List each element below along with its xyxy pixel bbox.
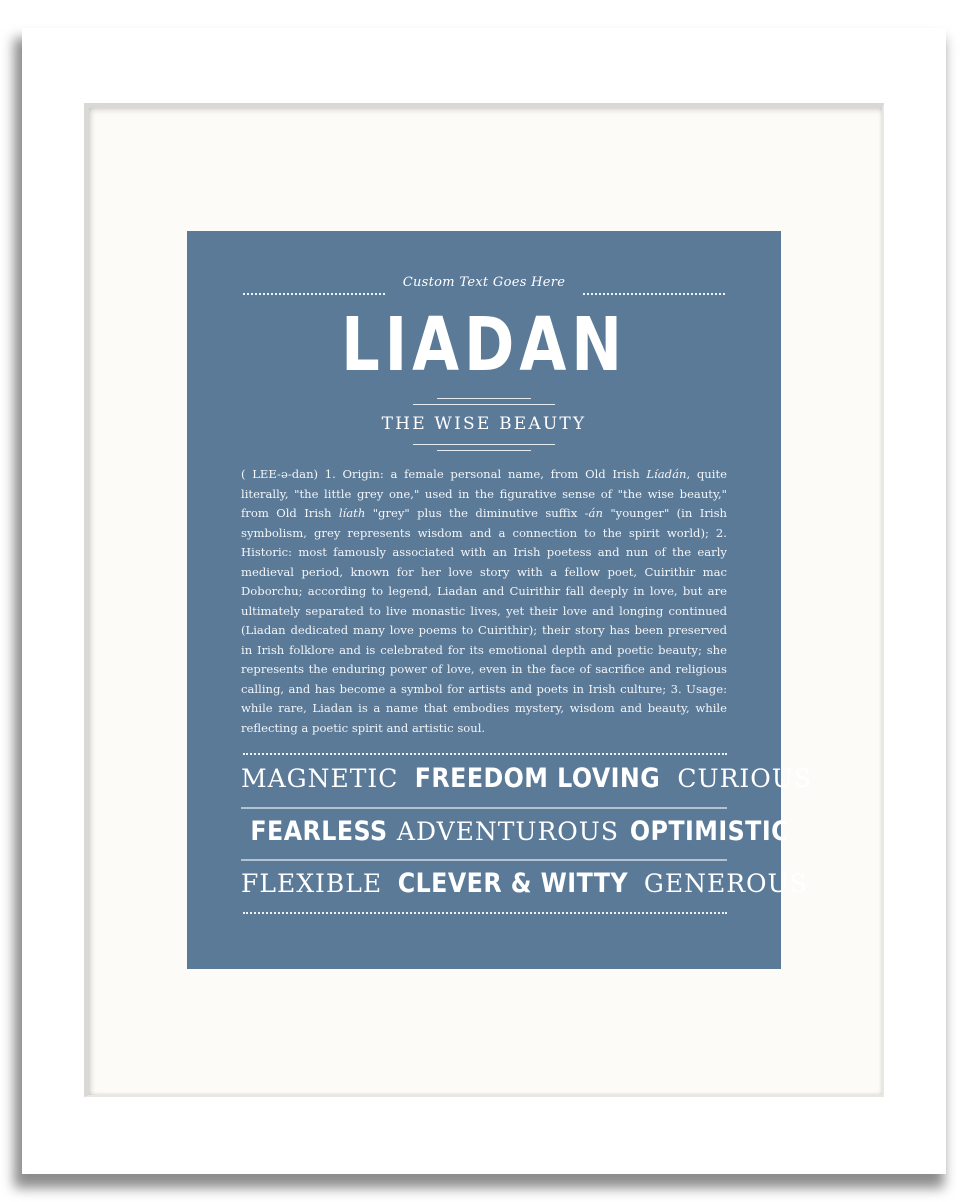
traits-bottom-dotted-rule	[243, 912, 727, 914]
definition-text-4: "younger" (in Irish symbolism, grey represents wisdom and a connection to the spirit world); 2. Historic: most famously associated with an Irish poetess and nun of the early medieval period, known for her love story with a fellow poet, Cuirithir mac Doborchu; according to legend, Liadan and Cuirithir fall deeply in love, but are ultimately separated to live monastic lives, yet their love and longing continued (Liadan dedicated many love poems to Cuirithir); their story has been preserved in Irish folklore and is celebrated for its emotional depth and poetic beauty; she represents the enduring power of love, even in the face of sacrifice and religious calling, and has become a symbol for artists and poets in Irish culture; 3. Usage: while rare, Liadan is a name that embodies mystery, wisdom and beauty, while reflecting a poetic spirit and artistic soul.	[241, 506, 727, 735]
trait-word: MAGNETIC	[241, 764, 399, 793]
meaning-rule-bottom-1	[413, 444, 555, 445]
top-left-dotted-rule	[243, 293, 385, 295]
meaning-rule-top-1	[437, 398, 531, 399]
trait-row-2	[241, 816, 790, 856]
trait-word-bold: FEARLESS	[250, 816, 388, 847]
definition-text-2: , quite literally, "the little grey one," used in the figurative sense of "the wise beauty," from Old Irish	[241, 467, 727, 520]
definition-text-3: "grey" plus the diminutive suffix	[365, 506, 585, 520]
trait-word-bold: CLEVER & WITTY	[397, 868, 629, 899]
traits-top-dotted-rule	[243, 753, 727, 755]
top-right-dotted-rule	[583, 293, 725, 295]
trait-separator	[241, 859, 727, 861]
definition-text-1: ( LEE-ə-dan) 1. Origin: a female personal name, from Old Irish	[241, 467, 647, 481]
trait-row-1	[241, 763, 812, 803]
name-title: LIADAN	[341, 302, 627, 388]
custom-text: Custom Text Goes Here	[402, 275, 566, 290]
trait-word: FLEXIBLE	[241, 869, 383, 898]
trait-word: ADVENTUROUS	[396, 817, 620, 846]
definition-word-an: -án	[584, 506, 603, 520]
definition-word-liadan: Líadán	[646, 467, 687, 481]
trait-row-3	[241, 868, 808, 908]
name-meaning: THE WISE BEAUTY	[381, 414, 587, 434]
trait-word-bold: FREEDOM LOVING	[415, 763, 661, 794]
trait-word-bold: OPTIMISTIC	[629, 816, 790, 847]
meaning-rule-top-2	[413, 404, 555, 405]
name-definition	[241, 465, 727, 738]
trait-word: CURIOUS	[677, 764, 812, 793]
definition-word-liath: líath	[338, 506, 366, 520]
trait-word: GENEROUS	[643, 869, 808, 898]
name-print	[187, 231, 812, 969]
trait-separator	[241, 807, 727, 809]
meaning-rule-bottom-2	[437, 450, 531, 451]
